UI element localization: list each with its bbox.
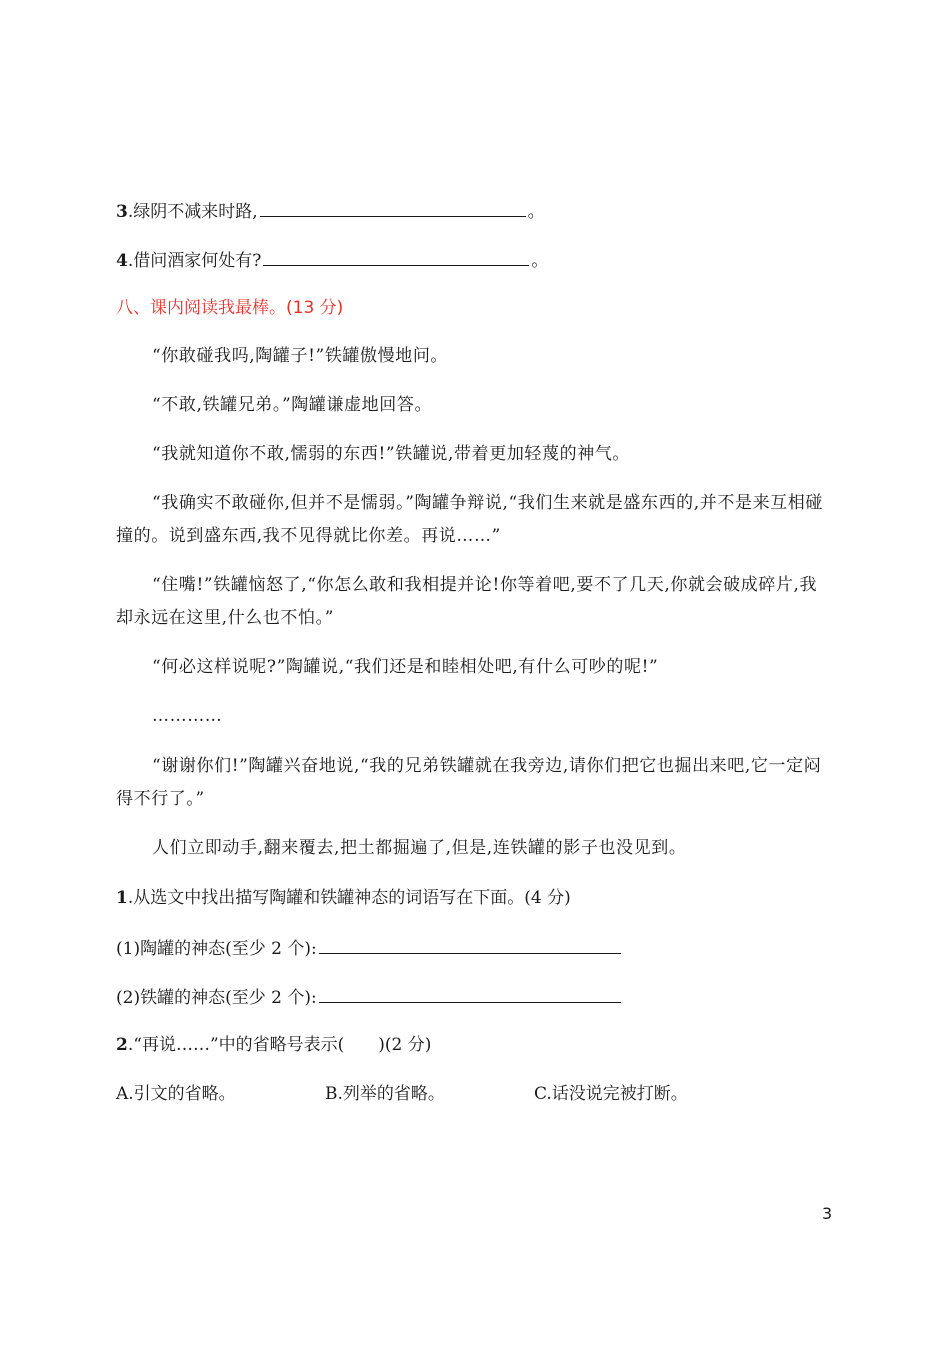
option-b[interactable]: B.列举的省略。 xyxy=(325,1084,445,1104)
option-a[interactable]: A.引文的省略。 xyxy=(116,1084,236,1104)
passage-paragraph: “何必这样说呢?”陶罐说,“我们还是和睦相处吧,有什么可吵的呢!” xyxy=(152,657,659,677)
question-1a xyxy=(116,937,623,959)
poem-end: 。 xyxy=(531,251,549,271)
passage-paragraph: “我确实不敢碰你,但并不是懦弱。”陶罐争辩说,“我们生来就是盛东西的,并不是来互相碰撞的。说到盛东西,我不见得就比你差。再说……” xyxy=(116,493,823,546)
answer-blank[interactable] xyxy=(263,249,529,266)
question-1 xyxy=(116,888,571,908)
poem-text: .绿阴不减来时路, xyxy=(127,202,258,222)
answer-blank[interactable] xyxy=(319,937,621,954)
passage-paragraph: “你敢碰我吗,陶罐子!”铁罐傲慢地问。 xyxy=(152,346,449,366)
passage-paragraph: “我就知道你不敢,懦弱的东西!”铁罐说,带着更加轻蔑的神气。 xyxy=(152,444,631,464)
question-number: 2 xyxy=(116,1035,128,1055)
question-text: .从选文中找出描写陶罐和铁罐神态的词语写在下面。(4 分) xyxy=(127,888,571,908)
answer-blank[interactable] xyxy=(260,200,526,217)
question-text: (2)铁罐的神态(至少 2 个): xyxy=(116,988,317,1008)
section-heading: 八、课内阅读我最棒。(13 分) xyxy=(116,298,344,318)
passage-paragraph: “不敢,铁罐兄弟。”陶罐谦虚地回答。 xyxy=(152,395,433,415)
passage-paragraph: “谢谢你们!”陶罐兴奋地说,“我的兄弟铁罐就在我旁边,请你们把它也掘出来吧,它一定闷得不行了。” xyxy=(116,756,822,809)
passage-paragraph: 人们立即动手,翻来覆去,把土都掘遍了,但是,连铁罐的影子也没见到。 xyxy=(152,838,687,858)
page-number: 3 xyxy=(822,1204,833,1223)
passage-ellipsis: ………… xyxy=(152,706,223,726)
question-1b xyxy=(116,986,623,1008)
poem-end: 。 xyxy=(527,202,545,222)
question-2 xyxy=(116,1035,431,1055)
poem-line-4 xyxy=(116,249,548,271)
question-number: 4 xyxy=(116,251,128,271)
passage-paragraph: “住嘴!”铁罐恼怒了,“你怎么敢和我相提并论!你等着吧,要不了几天,你就会破成碎片,我却永远在这里,什么也不怕。” xyxy=(116,575,818,628)
question-number: 1 xyxy=(116,888,128,908)
question-number: 3 xyxy=(116,202,128,222)
answer-blank[interactable] xyxy=(319,986,621,1003)
question-text: .“再说……”中的省略号表示( )(2 分) xyxy=(127,1035,432,1055)
poem-line-3 xyxy=(116,200,545,222)
question-text: (1)陶罐的神态(至少 2 个): xyxy=(116,939,317,959)
poem-text: .借问酒家何处有? xyxy=(127,251,262,271)
option-c[interactable]: C.话没说完被打断。 xyxy=(534,1084,688,1104)
